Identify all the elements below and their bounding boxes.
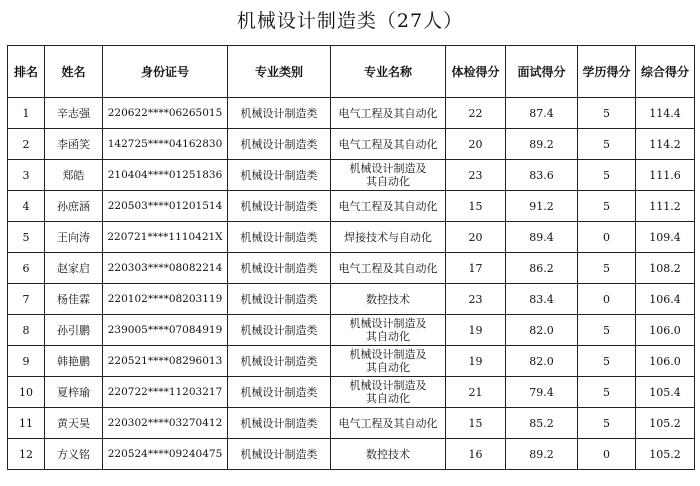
- header-interview-score: 面试得分: [506, 46, 578, 98]
- cell-id-number: 220721****1110421X: [103, 222, 228, 253]
- cell-major-line: 机械设计制造及: [349, 379, 427, 392]
- cell-interview-score: 89.2: [506, 439, 578, 470]
- cell-education-score: 5: [578, 408, 636, 439]
- cell-name: 郑皓: [45, 160, 103, 191]
- cell-total-score: 105.4: [636, 377, 695, 408]
- cell-interview-score: 83.4: [506, 284, 578, 315]
- cell-major: [331, 377, 446, 408]
- cell-education-score: 5: [578, 377, 636, 408]
- cell-total-score: 111.6: [636, 160, 695, 191]
- cell-major: 电气工程及其自动化: [331, 191, 446, 222]
- cell-major-line: 机械设计制造及: [349, 317, 427, 330]
- cell-category: 机械设计制造类: [228, 160, 331, 191]
- table-row: [8, 377, 695, 408]
- cell-physical-score: 16: [446, 439, 506, 470]
- cell-rank: 12: [8, 439, 45, 470]
- cell-rank: 11: [8, 408, 45, 439]
- cell-physical-score: 19: [446, 346, 506, 377]
- cell-major: 焊接技术与自动化: [331, 222, 446, 253]
- header-id-number: 身份证号: [103, 46, 228, 98]
- cell-id-number: 220524****09240475: [103, 439, 228, 470]
- cell-major: 数控技术: [331, 284, 446, 315]
- cell-rank: 1: [8, 98, 45, 129]
- cell-name: 孙引鹏: [45, 315, 103, 346]
- cell-id-number: 220303****08082214: [103, 253, 228, 284]
- cell-rank: 9: [8, 346, 45, 377]
- cell-name: 王向涛: [45, 222, 103, 253]
- cell-name: 辛志强: [45, 98, 103, 129]
- cell-id-number: 220622****06265015: [103, 98, 228, 129]
- cell-category: 机械设计制造类: [228, 377, 331, 408]
- cell-name: 夏梓瑜: [45, 377, 103, 408]
- table-row: [8, 222, 695, 253]
- cell-education-score: 5: [578, 98, 636, 129]
- cell-education-score: 5: [578, 253, 636, 284]
- cell-major: [331, 160, 446, 191]
- cell-name: 李函笑: [45, 129, 103, 160]
- cell-id-number: 220503****01201514: [103, 191, 228, 222]
- cell-name: 杨佳霖: [45, 284, 103, 315]
- cell-interview-score: 85.2: [506, 408, 578, 439]
- cell-major-line: 其自动化: [366, 330, 410, 343]
- cell-physical-score: 19: [446, 315, 506, 346]
- cell-category: 机械设计制造类: [228, 98, 331, 129]
- cell-physical-score: 15: [446, 408, 506, 439]
- header-education-score: 学历得分: [578, 46, 636, 98]
- cell-major-line: 其自动化: [366, 361, 410, 374]
- table-row: [8, 98, 695, 129]
- cell-rank: 6: [8, 253, 45, 284]
- cell-major: [331, 315, 446, 346]
- cell-id-number: 142725****04162830: [103, 129, 228, 160]
- cell-interview-score: 79.4: [506, 377, 578, 408]
- cell-rank: 10: [8, 377, 45, 408]
- table-row: [8, 129, 695, 160]
- cell-education-score: 5: [578, 315, 636, 346]
- cell-total-score: 109.4: [636, 222, 695, 253]
- cell-total-score: 114.4: [636, 98, 695, 129]
- cell-id-number: 220102****08203119: [103, 284, 228, 315]
- header-name: 姓名: [45, 46, 103, 98]
- cell-physical-score: 17: [446, 253, 506, 284]
- cell-interview-score: 82.0: [506, 315, 578, 346]
- table-header-row: [8, 46, 695, 98]
- results-table: [7, 45, 695, 470]
- cell-total-score: 108.2: [636, 253, 695, 284]
- cell-id-number: 239005****07084919: [103, 315, 228, 346]
- cell-id-number: 220722****11203217: [103, 377, 228, 408]
- cell-education-score: 5: [578, 191, 636, 222]
- cell-major-line: 机械设计制造及: [349, 348, 427, 361]
- cell-interview-score: 82.0: [506, 346, 578, 377]
- cell-category: 机械设计制造类: [228, 315, 331, 346]
- header-physical-score: 体检得分: [446, 46, 506, 98]
- table-row: [8, 346, 695, 377]
- cell-major: 电气工程及其自动化: [331, 129, 446, 160]
- table-row: [8, 439, 695, 470]
- cell-education-score: 0: [578, 222, 636, 253]
- cell-physical-score: 23: [446, 160, 506, 191]
- cell-education-score: 5: [578, 160, 636, 191]
- cell-total-score: 106.0: [636, 346, 695, 377]
- cell-category: 机械设计制造类: [228, 408, 331, 439]
- cell-major: [331, 346, 446, 377]
- cell-interview-score: 87.4: [506, 98, 578, 129]
- cell-category: 机械设计制造类: [228, 191, 331, 222]
- cell-total-score: 111.2: [636, 191, 695, 222]
- cell-category: 机械设计制造类: [228, 284, 331, 315]
- cell-id-number: 210404****01251836: [103, 160, 228, 191]
- page-title: 机械设计制造类（27人）: [236, 10, 464, 32]
- header-rank: 排名: [8, 46, 45, 98]
- cell-major-line: 其自动化: [366, 392, 410, 405]
- cell-rank: 3: [8, 160, 45, 191]
- cell-interview-score: 89.4: [506, 222, 578, 253]
- cell-total-score: 105.2: [636, 408, 695, 439]
- cell-interview-score: 83.6: [506, 160, 578, 191]
- header-total-score: 综合得分: [636, 46, 695, 98]
- table-row: [8, 284, 695, 315]
- cell-interview-score: 89.2: [506, 129, 578, 160]
- cell-interview-score: 86.2: [506, 253, 578, 284]
- table-row: [8, 408, 695, 439]
- table-body: [8, 98, 695, 470]
- cell-category: 机械设计制造类: [228, 129, 331, 160]
- cell-rank: 8: [8, 315, 45, 346]
- cell-education-score: 5: [578, 129, 636, 160]
- cell-category: 机械设计制造类: [228, 253, 331, 284]
- cell-total-score: 106.4: [636, 284, 695, 315]
- cell-category: 机械设计制造类: [228, 439, 331, 470]
- cell-physical-score: 22: [446, 98, 506, 129]
- cell-rank: 4: [8, 191, 45, 222]
- cell-education-score: 0: [578, 439, 636, 470]
- cell-education-score: 5: [578, 346, 636, 377]
- cell-major: 电气工程及其自动化: [331, 253, 446, 284]
- cell-rank: 5: [8, 222, 45, 253]
- cell-physical-score: 20: [446, 222, 506, 253]
- cell-physical-score: 15: [446, 191, 506, 222]
- cell-id-number: 220302****03270412: [103, 408, 228, 439]
- cell-total-score: 106.0: [636, 315, 695, 346]
- cell-rank: 2: [8, 129, 45, 160]
- cell-major-line: 其自动化: [366, 175, 410, 188]
- cell-education-score: 0: [578, 284, 636, 315]
- table-row: [8, 160, 695, 191]
- cell-name: 赵家启: [45, 253, 103, 284]
- cell-name: 方义铭: [45, 439, 103, 470]
- cell-total-score: 105.2: [636, 439, 695, 470]
- header-major: 专业名称: [331, 46, 446, 98]
- cell-rank: 7: [8, 284, 45, 315]
- cell-major-line: 机械设计制造及: [349, 162, 427, 175]
- cell-physical-score: 23: [446, 284, 506, 315]
- cell-name: 黄天昊: [45, 408, 103, 439]
- cell-id-number: 220521****08296013: [103, 346, 228, 377]
- cell-name: 孙庶涵: [45, 191, 103, 222]
- cell-major: 电气工程及其自动化: [331, 408, 446, 439]
- cell-major: 电气工程及其自动化: [331, 98, 446, 129]
- table-row: [8, 191, 695, 222]
- cell-name: 韩艳鹏: [45, 346, 103, 377]
- cell-category: 机械设计制造类: [228, 346, 331, 377]
- cell-physical-score: 20: [446, 129, 506, 160]
- cell-major: 数控技术: [331, 439, 446, 470]
- header-category: 专业类别: [228, 46, 331, 98]
- cell-interview-score: 91.2: [506, 191, 578, 222]
- cell-physical-score: 21: [446, 377, 506, 408]
- cell-category: 机械设计制造类: [228, 222, 331, 253]
- cell-total-score: 114.2: [636, 129, 695, 160]
- table-row: [8, 253, 695, 284]
- table-row: [8, 315, 695, 346]
